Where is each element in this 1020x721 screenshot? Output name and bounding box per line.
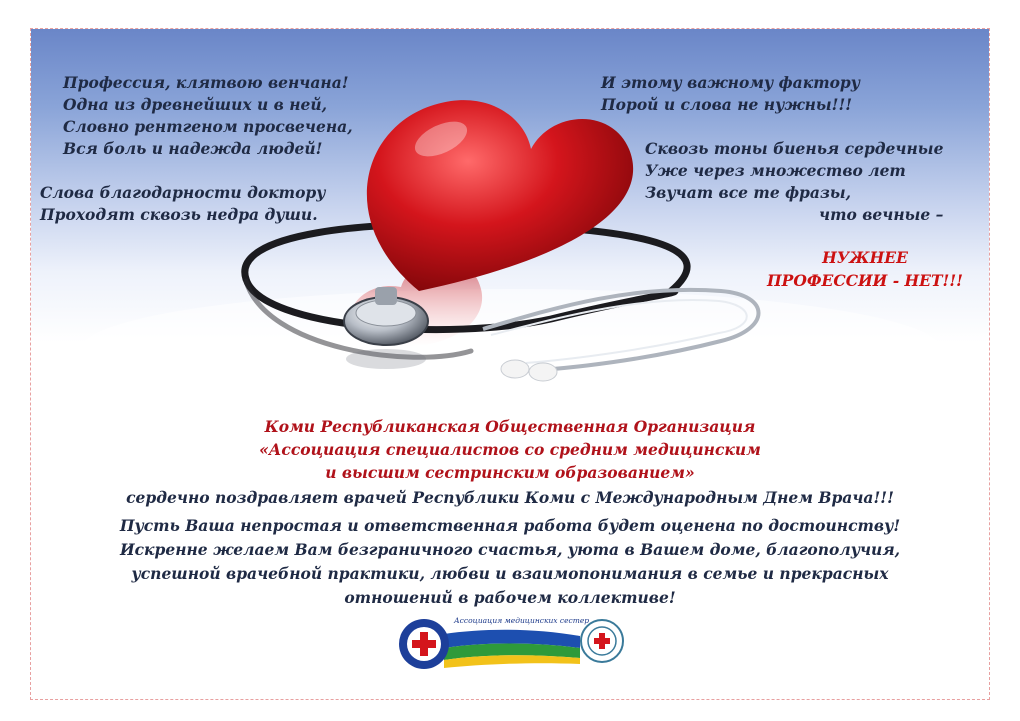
poem-line: И этому важному фактору [601, 73, 861, 92]
wishes-paragraph [40, 514, 980, 610]
poem-line: Порой и слова не нужны!!! [601, 95, 853, 114]
slogan [740, 246, 990, 292]
greeting-text [40, 415, 980, 610]
poem-line: Проходят сквозь недра души. [40, 205, 318, 224]
poem-line: Уже через множество лет [645, 161, 906, 180]
poem-left-bottom [40, 182, 326, 226]
wishes-line: Пусть Ваша непростая и ответственная работа будет оценена по достоинству! [119, 516, 901, 535]
poem-line: Словно рентгеном просвечена, [63, 117, 353, 136]
wishes-line: отношений в рабочем коллективе! [344, 588, 676, 607]
poem-line: Профессия, клятвою венчана! [63, 73, 349, 92]
poem-line: Слова благодарности доктору [40, 183, 326, 202]
nurse-emblem-icon [580, 619, 624, 663]
slogan-line: ПРОФЕССИИ - НЕТ!!! [767, 271, 963, 290]
red-cross-emblem-icon [398, 618, 450, 670]
poem-right-bottom [645, 138, 943, 226]
poem-right-top [601, 72, 860, 116]
organization-name-line: Коми Республиканская Общественная Организация [264, 417, 756, 436]
slogan-line: НУЖНЕЕ [822, 248, 908, 267]
poem-left-top [63, 72, 353, 160]
poem-line: Одна из древнейших и в ней, [63, 95, 328, 114]
poem-line: Звучат все те фразы, [645, 183, 852, 202]
wishes-line: Искренне желаем Вам безграничного счастья, уюта в Вашем доме, благополучия, [119, 540, 901, 559]
logo-color-band [444, 624, 580, 670]
wishes-line: успешной врачебной практики, любви и взаимопонимания в семье и прекрасных [131, 564, 889, 583]
association-logo [398, 616, 626, 674]
poem-line: Вся боль и надежда людей! [63, 139, 323, 158]
congratulation-line: сердечно поздравляет врачей Республики Коми с Международным Днем Врача!!! [126, 488, 894, 507]
organization-name-line: «Ассоциация специалистов со средним медицинским [259, 440, 761, 459]
poem-line: что вечные – [819, 205, 944, 224]
poem-line: Сквозь тоны биенья сердечные [645, 139, 944, 158]
logo-caption: Ассоциация медицинских сестер [454, 616, 590, 625]
organization-name-line: и высшим сестринским образованием» [325, 463, 695, 482]
